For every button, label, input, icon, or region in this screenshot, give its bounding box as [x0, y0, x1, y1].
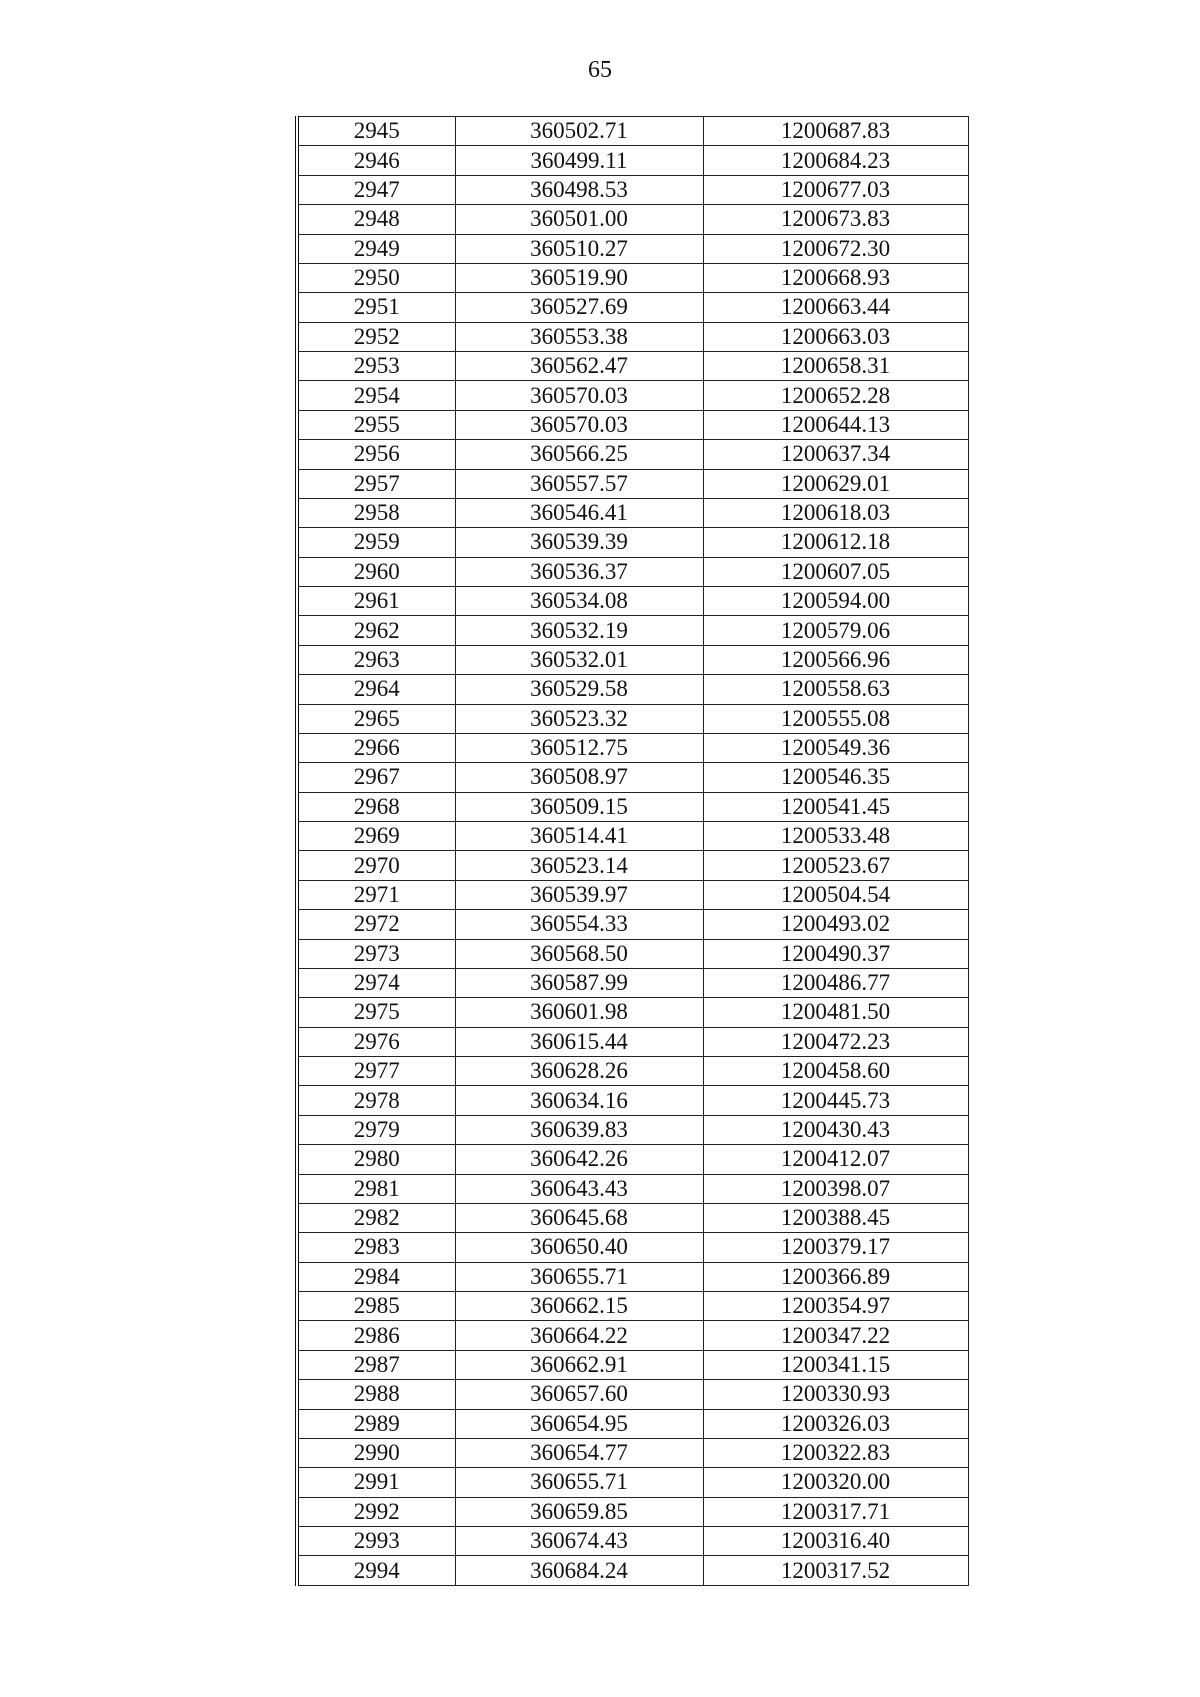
- table-row: [297, 1556, 968, 1585]
- point-number-cell: 2948: [297, 205, 455, 234]
- y-coordinate-cell: 1200388.45: [703, 1203, 968, 1232]
- table-row: [297, 1497, 968, 1526]
- y-coordinate-cell: 1200672.30: [703, 234, 968, 263]
- y-coordinate-cell: 1200330.93: [703, 1380, 968, 1409]
- point-number-cell: 2972: [297, 910, 455, 939]
- y-coordinate-cell: 1200347.22: [703, 1321, 968, 1350]
- point-number-cell: 2966: [297, 733, 455, 762]
- table-row: [297, 1262, 968, 1291]
- table-row: [297, 1468, 968, 1497]
- point-number-cell: 2952: [297, 322, 455, 351]
- x-coordinate-cell: 360519.90: [455, 263, 703, 292]
- point-number-cell: 2991: [297, 1468, 455, 1497]
- table-row: [297, 528, 968, 557]
- point-number-cell: 2964: [297, 675, 455, 704]
- table-row: [297, 1409, 968, 1438]
- point-number-cell: 2945: [297, 117, 455, 146]
- y-coordinate-cell: 1200663.44: [703, 293, 968, 322]
- y-coordinate-cell: 1200684.23: [703, 146, 968, 175]
- x-coordinate-cell: 360570.03: [455, 410, 703, 439]
- point-number-cell: 2955: [297, 410, 455, 439]
- page-number: 65: [588, 57, 612, 83]
- point-number-cell: 2993: [297, 1527, 455, 1556]
- table-row: [297, 1233, 968, 1262]
- y-coordinate-cell: 1200412.07: [703, 1145, 968, 1174]
- y-coordinate-cell: 1200652.28: [703, 381, 968, 410]
- point-number-cell: 2975: [297, 998, 455, 1027]
- x-coordinate-cell: 360684.24: [455, 1556, 703, 1585]
- x-coordinate-cell: 360642.26: [455, 1145, 703, 1174]
- table-row: [297, 1321, 968, 1350]
- table-row: [297, 293, 968, 322]
- x-coordinate-cell: 360654.95: [455, 1409, 703, 1438]
- point-number-cell: 2963: [297, 645, 455, 674]
- x-coordinate-cell: 360536.37: [455, 557, 703, 586]
- point-number-cell: 2950: [297, 263, 455, 292]
- x-coordinate-cell: 360553.38: [455, 322, 703, 351]
- y-coordinate-cell: 1200320.00: [703, 1468, 968, 1497]
- table-row: [297, 1086, 968, 1115]
- point-number-cell: 2984: [297, 1262, 455, 1291]
- x-coordinate-cell: 360508.97: [455, 763, 703, 792]
- point-number-cell: 2978: [297, 1086, 455, 1115]
- y-coordinate-cell: 1200612.18: [703, 528, 968, 557]
- y-coordinate-cell: 1200555.08: [703, 704, 968, 733]
- x-coordinate-cell: 360659.85: [455, 1497, 703, 1526]
- table-row: [297, 205, 968, 234]
- y-coordinate-cell: 1200687.83: [703, 117, 968, 146]
- x-coordinate-cell: 360568.50: [455, 939, 703, 968]
- x-coordinate-cell: 360557.57: [455, 469, 703, 498]
- point-number-cell: 2988: [297, 1380, 455, 1409]
- y-coordinate-cell: 1200546.35: [703, 763, 968, 792]
- point-number-cell: 2954: [297, 381, 455, 410]
- x-coordinate-cell: 360532.19: [455, 616, 703, 645]
- y-coordinate-cell: 1200341.15: [703, 1350, 968, 1379]
- y-coordinate-cell: 1200317.71: [703, 1497, 968, 1526]
- y-coordinate-cell: 1200490.37: [703, 939, 968, 968]
- table-row: [297, 851, 968, 880]
- table-row: [297, 939, 968, 968]
- point-number-cell: 2953: [297, 352, 455, 381]
- table-row: [297, 263, 968, 292]
- y-coordinate-cell: 1200566.96: [703, 645, 968, 674]
- y-coordinate-cell: 1200629.01: [703, 469, 968, 498]
- x-coordinate-cell: 360501.00: [455, 205, 703, 234]
- x-coordinate-cell: 360662.91: [455, 1350, 703, 1379]
- table-row: [297, 910, 968, 939]
- y-coordinate-cell: 1200458.60: [703, 1057, 968, 1086]
- table-row: [297, 498, 968, 527]
- point-number-cell: 2981: [297, 1174, 455, 1203]
- table-row: [297, 998, 968, 1027]
- table-row: [297, 616, 968, 645]
- y-coordinate-cell: 1200594.00: [703, 587, 968, 616]
- y-coordinate-cell: 1200481.50: [703, 998, 968, 1027]
- point-number-cell: 2976: [297, 1027, 455, 1056]
- table-row: [297, 557, 968, 586]
- x-coordinate-cell: 360628.26: [455, 1057, 703, 1086]
- table-row: [297, 968, 968, 997]
- x-coordinate-cell: 360655.71: [455, 1262, 703, 1291]
- y-coordinate-cell: 1200663.03: [703, 322, 968, 351]
- table-row: [297, 440, 968, 469]
- coordinates-table-body: [297, 117, 968, 1586]
- x-coordinate-cell: 360514.41: [455, 822, 703, 851]
- table-row: [297, 117, 968, 146]
- table-row: [297, 1527, 968, 1556]
- point-number-cell: 2947: [297, 175, 455, 204]
- point-number-cell: 2958: [297, 498, 455, 527]
- table-row: [297, 733, 968, 762]
- point-number-cell: 2956: [297, 440, 455, 469]
- point-number-cell: 2992: [297, 1497, 455, 1526]
- table-row: [297, 352, 968, 381]
- point-number-cell: 2979: [297, 1115, 455, 1144]
- table-row: [297, 1438, 968, 1467]
- x-coordinate-cell: 360566.25: [455, 440, 703, 469]
- x-coordinate-cell: 360527.69: [455, 293, 703, 322]
- point-number-cell: 2994: [297, 1556, 455, 1585]
- x-coordinate-cell: 360498.53: [455, 175, 703, 204]
- x-coordinate-cell: 360534.08: [455, 587, 703, 616]
- point-number-cell: 2980: [297, 1145, 455, 1174]
- point-number-cell: 2946: [297, 146, 455, 175]
- table-row: [297, 322, 968, 351]
- table-row: [297, 1380, 968, 1409]
- point-number-cell: 2990: [297, 1438, 455, 1467]
- x-coordinate-cell: 360562.47: [455, 352, 703, 381]
- table-row: [297, 1174, 968, 1203]
- x-coordinate-cell: 360570.03: [455, 381, 703, 410]
- point-number-cell: 2961: [297, 587, 455, 616]
- x-coordinate-cell: 360645.68: [455, 1203, 703, 1232]
- point-number-cell: 2987: [297, 1350, 455, 1379]
- point-number-cell: 2967: [297, 763, 455, 792]
- table-row: [297, 1145, 968, 1174]
- x-coordinate-cell: 360539.97: [455, 880, 703, 909]
- point-number-cell: 2986: [297, 1321, 455, 1350]
- x-coordinate-cell: 360639.83: [455, 1115, 703, 1144]
- x-coordinate-cell: 360529.58: [455, 675, 703, 704]
- point-number-cell: 2965: [297, 704, 455, 733]
- table-row: [297, 381, 968, 410]
- x-coordinate-cell: 360662.15: [455, 1292, 703, 1321]
- point-number-cell: 2977: [297, 1057, 455, 1086]
- x-coordinate-cell: 360587.99: [455, 968, 703, 997]
- point-number-cell: 2962: [297, 616, 455, 645]
- x-coordinate-cell: 360512.75: [455, 733, 703, 762]
- point-number-cell: 2960: [297, 557, 455, 586]
- table-row: [297, 1203, 968, 1232]
- point-number-cell: 2969: [297, 822, 455, 851]
- x-coordinate-cell: 360499.11: [455, 146, 703, 175]
- y-coordinate-cell: 1200673.83: [703, 205, 968, 234]
- y-coordinate-cell: 1200366.89: [703, 1262, 968, 1291]
- y-coordinate-cell: 1200549.36: [703, 733, 968, 762]
- x-coordinate-cell: 360546.41: [455, 498, 703, 527]
- x-coordinate-cell: 360510.27: [455, 234, 703, 263]
- table-row: [297, 1350, 968, 1379]
- y-coordinate-cell: 1200472.23: [703, 1027, 968, 1056]
- y-coordinate-cell: 1200558.63: [703, 675, 968, 704]
- table-row: [297, 822, 968, 851]
- table-row: [297, 234, 968, 263]
- table-row: [297, 1115, 968, 1144]
- point-number-cell: 2951: [297, 293, 455, 322]
- y-coordinate-cell: 1200541.45: [703, 792, 968, 821]
- y-coordinate-cell: 1200326.03: [703, 1409, 968, 1438]
- table-row: [297, 1292, 968, 1321]
- table-row: [297, 469, 968, 498]
- table-row: [297, 763, 968, 792]
- x-coordinate-cell: 360539.39: [455, 528, 703, 557]
- x-coordinate-cell: 360657.60: [455, 1380, 703, 1409]
- point-number-cell: 2959: [297, 528, 455, 557]
- x-coordinate-cell: 360634.16: [455, 1086, 703, 1115]
- table-row: [297, 410, 968, 439]
- table-row: [297, 645, 968, 674]
- table-row: [297, 880, 968, 909]
- point-number-cell: 2957: [297, 469, 455, 498]
- point-number-cell: 2989: [297, 1409, 455, 1438]
- y-coordinate-cell: 1200493.02: [703, 910, 968, 939]
- x-coordinate-cell: 360601.98: [455, 998, 703, 1027]
- y-coordinate-cell: 1200677.03: [703, 175, 968, 204]
- table-row: [297, 587, 968, 616]
- y-coordinate-cell: 1200398.07: [703, 1174, 968, 1203]
- y-coordinate-cell: 1200618.03: [703, 498, 968, 527]
- point-number-cell: 2970: [297, 851, 455, 880]
- y-coordinate-cell: 1200579.06: [703, 616, 968, 645]
- y-coordinate-cell: 1200607.05: [703, 557, 968, 586]
- point-number-cell: 2974: [297, 968, 455, 997]
- table-row: [297, 175, 968, 204]
- point-number-cell: 2971: [297, 880, 455, 909]
- x-coordinate-cell: 360615.44: [455, 1027, 703, 1056]
- y-coordinate-cell: 1200523.67: [703, 851, 968, 880]
- x-coordinate-cell: 360643.43: [455, 1174, 703, 1203]
- y-coordinate-cell: 1200316.40: [703, 1527, 968, 1556]
- table-row: [297, 1057, 968, 1086]
- point-number-cell: 2949: [297, 234, 455, 263]
- y-coordinate-cell: 1200354.97: [703, 1292, 968, 1321]
- point-number-cell: 2982: [297, 1203, 455, 1232]
- x-coordinate-cell: 360674.43: [455, 1527, 703, 1556]
- table-row: [297, 792, 968, 821]
- table-row: [297, 704, 968, 733]
- x-coordinate-cell: 360532.01: [455, 645, 703, 674]
- x-coordinate-cell: 360554.33: [455, 910, 703, 939]
- y-coordinate-cell: 1200658.31: [703, 352, 968, 381]
- y-coordinate-cell: 1200317.52: [703, 1556, 968, 1585]
- y-coordinate-cell: 1200668.93: [703, 263, 968, 292]
- x-coordinate-cell: 360523.32: [455, 704, 703, 733]
- y-coordinate-cell: 1200533.48: [703, 822, 968, 851]
- point-number-cell: 2973: [297, 939, 455, 968]
- y-coordinate-cell: 1200644.13: [703, 410, 968, 439]
- x-coordinate-cell: 360655.71: [455, 1468, 703, 1497]
- coordinates-table: [295, 116, 969, 1586]
- table-row: [297, 1027, 968, 1056]
- x-coordinate-cell: 360509.15: [455, 792, 703, 821]
- y-coordinate-cell: 1200322.83: [703, 1438, 968, 1467]
- table-row: [297, 146, 968, 175]
- x-coordinate-cell: 360654.77: [455, 1438, 703, 1467]
- y-coordinate-cell: 1200430.43: [703, 1115, 968, 1144]
- x-coordinate-cell: 360664.22: [455, 1321, 703, 1350]
- y-coordinate-cell: 1200486.77: [703, 968, 968, 997]
- y-coordinate-cell: 1200637.34: [703, 440, 968, 469]
- y-coordinate-cell: 1200504.54: [703, 880, 968, 909]
- y-coordinate-cell: 1200445.73: [703, 1086, 968, 1115]
- point-number-cell: 2983: [297, 1233, 455, 1262]
- x-coordinate-cell: 360650.40: [455, 1233, 703, 1262]
- table-row: [297, 675, 968, 704]
- x-coordinate-cell: 360502.71: [455, 117, 703, 146]
- point-number-cell: 2985: [297, 1292, 455, 1321]
- y-coordinate-cell: 1200379.17: [703, 1233, 968, 1262]
- point-number-cell: 2968: [297, 792, 455, 821]
- x-coordinate-cell: 360523.14: [455, 851, 703, 880]
